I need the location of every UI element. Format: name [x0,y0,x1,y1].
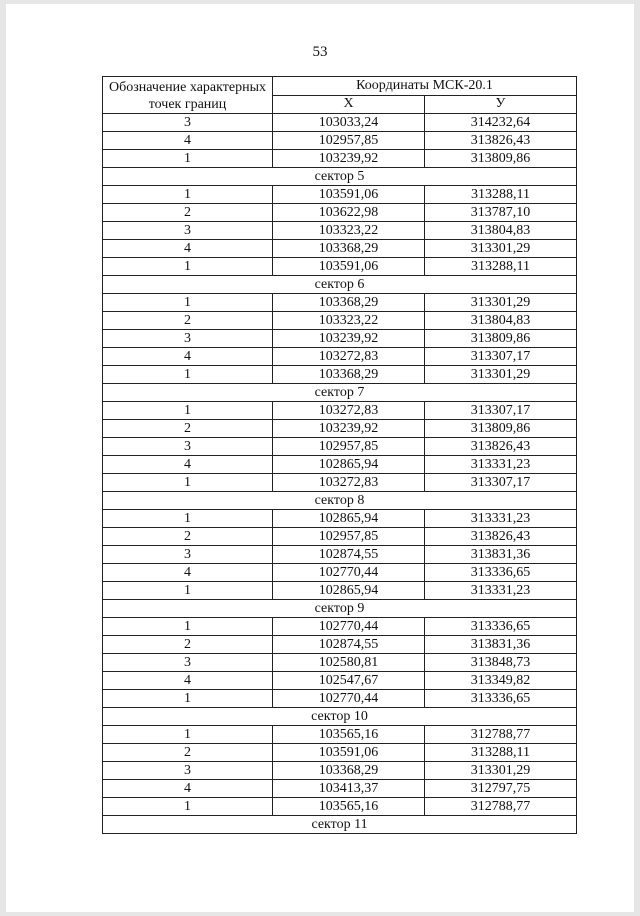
header-coordinates: Координаты МСК-20.1 [273,77,577,96]
cell-y: 313288,11 [425,744,577,762]
cell-y: 313301,29 [425,240,577,258]
sector-title: сектор 7 [103,384,577,402]
cell-x: 103033,24 [273,114,425,132]
cell-y: 314232,64 [425,114,577,132]
cell-y: 313831,36 [425,636,577,654]
cell-y: 313288,11 [425,258,577,276]
table-row [103,456,577,474]
header-y: У [425,95,577,114]
cell-point: 1 [103,618,273,636]
cell-point: 4 [103,672,273,690]
cell-x: 102770,44 [273,618,425,636]
table-row [103,762,577,780]
cell-y: 313804,83 [425,312,577,330]
cell-y: 313307,17 [425,474,577,492]
cell-x: 103413,37 [273,780,425,798]
cell-y: 313848,73 [425,654,577,672]
cell-point: 1 [103,294,273,312]
cell-point: 3 [103,654,273,672]
cell-point: 4 [103,132,273,150]
cell-x: 102865,94 [273,456,425,474]
sector-title: сектор 5 [103,168,577,186]
cell-x: 102957,85 [273,132,425,150]
cell-y: 312788,77 [425,726,577,744]
header-x: X [273,95,425,114]
cell-x: 103368,29 [273,762,425,780]
table-header [103,77,577,114]
cell-y: 313331,23 [425,510,577,528]
cell-point: 1 [103,258,273,276]
cell-y: 313288,11 [425,186,577,204]
cell-x: 103239,92 [273,150,425,168]
sector-title: сектор 10 [103,708,577,726]
sector-row [103,492,577,510]
cell-y: 313301,29 [425,366,577,384]
cell-x: 103565,16 [273,726,425,744]
cell-y: 313831,36 [425,546,577,564]
cell-point: 3 [103,222,273,240]
cell-x: 103239,92 [273,330,425,348]
cell-y: 313307,17 [425,402,577,420]
cell-point: 4 [103,780,273,798]
table-row [103,330,577,348]
cell-y: 313336,65 [425,618,577,636]
cell-y: 313826,43 [425,438,577,456]
table-row [103,150,577,168]
cell-x: 103591,06 [273,744,425,762]
cell-point: 2 [103,312,273,330]
table-row [103,294,577,312]
table-body [103,114,577,834]
cell-x: 102865,94 [273,582,425,600]
table-row [103,348,577,366]
cell-y: 313307,17 [425,348,577,366]
table-row [103,240,577,258]
cell-point: 3 [103,330,273,348]
table-row [103,132,577,150]
cell-x: 102580,81 [273,654,425,672]
cell-y: 313331,23 [425,456,577,474]
coordinates-table [102,76,577,834]
cell-y: 313301,29 [425,294,577,312]
cell-x: 103368,29 [273,240,425,258]
cell-point: 1 [103,690,273,708]
cell-y: 313809,86 [425,420,577,438]
cell-point: 3 [103,114,273,132]
cell-x: 103323,22 [273,222,425,240]
header-designation: Обозначение характерных точек границ [103,77,273,114]
cell-x: 103591,06 [273,186,425,204]
table-row [103,726,577,744]
cell-x: 102547,67 [273,672,425,690]
sector-title: сектор 9 [103,600,577,618]
table-row [103,204,577,222]
cell-x: 103368,29 [273,294,425,312]
sector-title: сектор 8 [103,492,577,510]
cell-point: 1 [103,150,273,168]
table-row [103,438,577,456]
cell-x: 103368,29 [273,366,425,384]
cell-y: 313336,65 [425,564,577,582]
sector-row [103,168,577,186]
cell-x: 102874,55 [273,546,425,564]
table-row [103,744,577,762]
cell-point: 1 [103,402,273,420]
cell-point: 2 [103,528,273,546]
table-row [103,618,577,636]
table-row [103,654,577,672]
cell-y: 312797,75 [425,780,577,798]
table-row [103,474,577,492]
sector-row [103,600,577,618]
table-row [103,312,577,330]
cell-point: 1 [103,726,273,744]
cell-x: 103272,83 [273,348,425,366]
cell-point: 4 [103,348,273,366]
table-row [103,780,577,798]
table-row [103,546,577,564]
sector-row [103,708,577,726]
sector-row [103,276,577,294]
cell-y: 313809,86 [425,150,577,168]
cell-y: 313349,82 [425,672,577,690]
cell-y: 313336,65 [425,690,577,708]
cell-point: 4 [103,240,273,258]
cell-point: 3 [103,438,273,456]
table-row [103,222,577,240]
table-row [103,402,577,420]
cell-point: 1 [103,582,273,600]
table-row [103,672,577,690]
cell-y: 313787,10 [425,204,577,222]
cell-x: 102874,55 [273,636,425,654]
table-row [103,690,577,708]
cell-point: 2 [103,744,273,762]
sector-title: сектор 6 [103,276,577,294]
page-number: 53 [312,44,328,60]
cell-x: 102957,85 [273,438,425,456]
table-row [103,798,577,816]
cell-y: 313804,83 [425,222,577,240]
cell-point: 3 [103,546,273,564]
cell-y: 313809,86 [425,330,577,348]
cell-point: 2 [103,420,273,438]
cell-point: 1 [103,186,273,204]
cell-point: 4 [103,564,273,582]
sector-row [103,816,577,834]
cell-y: 312788,77 [425,798,577,816]
table-row [103,366,577,384]
cell-y: 313331,23 [425,582,577,600]
cell-x: 103323,22 [273,312,425,330]
table-row [103,258,577,276]
cell-point: 2 [103,204,273,222]
cell-x: 102770,44 [273,564,425,582]
table-row [103,636,577,654]
cell-x: 103622,98 [273,204,425,222]
sector-row [103,384,577,402]
cell-x: 103591,06 [273,258,425,276]
table-row [103,420,577,438]
cell-point: 2 [103,636,273,654]
cell-x: 103565,16 [273,798,425,816]
cell-x: 103239,92 [273,420,425,438]
cell-point: 1 [103,798,273,816]
cell-y: 313826,43 [425,132,577,150]
sector-title: сектор 11 [103,816,577,834]
cell-y: 313301,29 [425,762,577,780]
table-row [103,114,577,132]
cell-x: 103272,83 [273,474,425,492]
cell-point: 1 [103,366,273,384]
cell-y: 313826,43 [425,528,577,546]
cell-x: 102865,94 [273,510,425,528]
cell-point: 4 [103,456,273,474]
table-row [103,582,577,600]
table-row [103,528,577,546]
cell-x: 103272,83 [273,402,425,420]
table-row [103,186,577,204]
document-page [6,4,634,912]
cell-point: 1 [103,510,273,528]
table-row [103,510,577,528]
table-row [103,564,577,582]
cell-x: 102770,44 [273,690,425,708]
cell-x: 102957,85 [273,528,425,546]
cell-point: 1 [103,474,273,492]
cell-point: 3 [103,762,273,780]
